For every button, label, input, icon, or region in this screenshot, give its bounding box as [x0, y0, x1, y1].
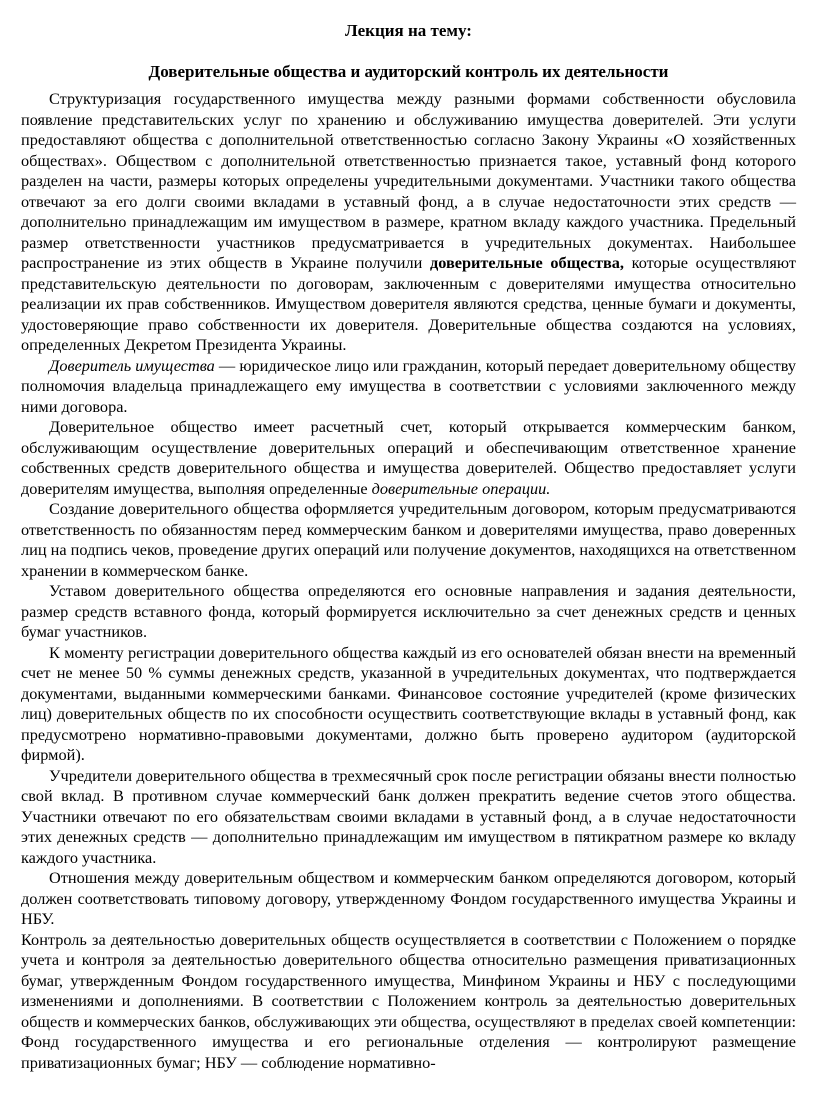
paragraph: [21, 643, 796, 766]
text-run: Структуризация государственного имущества между разными формами собственности обусловила появление представительских услуг по хранению и обслуживанию имущества доверителей. Эти услуги предоставляют общества с дополнительной ответственностью согласно Закону Украины «О хозяйственных обществах». Обществом с дополнительной ответственностью признается такое, уставный фонд которого разделен на части, размеры которых определены учредительными документами. Участники такого общества отвечают за его долги своими вкладами в уставный фонд, а в случае недостаточности этих средств — дополнительно принадлежащим им имуществом в размере, кратном вкладу каждого участника. Предельный размер ответственности участников предусматривается в учредительных документах. Наибольшее распространение из этих обществ в Украине получили: [21, 89, 796, 272]
text-run: — юридическое лицо или гражданин, который передает доверительному обществу полномочия владельца принадлежащего ему имущества в соответствии с условиями заключенного между ними договора.: [21, 355, 796, 416]
text-run: К моменту регистрации доверительного общества каждый из его основателей обязан внести на временный счет не менее 50 % суммы денежных средств, указанной в учредительных документах, что подтверждается документами, выданными коммерческими банками. Финансовое состояние учредителей (кроме физических лиц) доверительных обществ по их способности осуществить соответствующие вклады в уставный фонд, как предусмотрено нормативно-правовыми документами, должно быть проверено аудитором (аудиторской фирмой).: [21, 642, 796, 764]
paragraph: [21, 417, 796, 499]
paragraph: [21, 930, 796, 1074]
paragraph: [21, 868, 796, 930]
text-run-italic: Доверитель имущества: [49, 355, 215, 375]
text-run: Контроль за деятельностью доверительных обществ осуществляется в соответствии с Положением о порядке учета и контроля за деятельностью доверительного общества относительно размещения приватизационных бумаг, утвержденным Фондом государственного имущества, Минфином Украины и НБУ с последующими изменениями и дополнениями. В соответствии с Положением контроль за деятельностью доверительных обществ и коммерческих банков, обслуживающих эти общества, осуществляют в пределах своей компетенции: Фонд государственного имущества и его региональные отделения — контролируют размещение приватизационных бумаг; НБУ — соблюдение нормативно-: [21, 929, 796, 1072]
paragraph: [21, 356, 796, 418]
paragraph: [21, 581, 796, 643]
document-body: [21, 89, 796, 1073]
paragraph: [21, 89, 796, 356]
text-run-italic: доверительные операции.: [371, 478, 551, 498]
text-run: Доверительное общество имеет расчетный счет, который открывается коммерческим банком, обслуживающим осуществление доверительных операций и обеспечивающим ответственное хранение собственных средств доверительного общества и имущества доверителей. Общество предоставляет услуги доверителям имущества, выполняя определенные: [21, 417, 796, 498]
document-subtitle: Доверительные общества и аудиторский контроль их деятельности: [148, 62, 669, 81]
paragraph: [21, 766, 796, 869]
text-run-bold: доверительные общества,: [429, 253, 625, 272]
paragraph: [21, 499, 796, 581]
text-run: Отношения между доверительным обществом и коммерческим банком определяются договором, который должен соответствовать типовому договору, утвержденному Фондом государственного имущества Украины и НБУ.: [21, 868, 796, 928]
document-title: Лекция на тему:: [345, 21, 472, 40]
text-run: Уставом доверительного общества определяются его основные направления и задания деятельности, размер средств вставного фонда, который формируется исключительно за счет денежных средств и ценных бумаг участников.: [21, 581, 796, 641]
text-run: которые осуществляют представительскую деятельности по договорам, заключенным с доверителями имущества относительно реализации их прав собственников. Имуществом доверителя являются средства, ценные бумаги и документы, удостоверяющие право собственности их доверителя. Доверительные общества создаются на условиях, определенных Декретом Президента Украины.: [21, 253, 796, 354]
text-run: Создание доверительного общества оформляется учредительным договором, которым предусматриваются ответственность по обязанностям перед коммерческим банком и доверителями имущества, право доверенных лиц на подпись чеков, проведение других операций или получение документов, находящихся на ответственном хранении в коммерческом банке.: [21, 499, 796, 580]
text-run: Учредители доверительного общества в трехмесячный срок после регистрации обязаны внести полностью свой вклад. В противном случае коммерческий банк должен прекратить ведение счетов этого общества. Участники отвечают по его обязательствам своими вкладами в уставный фонд, а в случае недостаточности этих денежных средств — дополнительно принадлежащим им имуществом в пятикратном размере ко вкладу каждого участника.: [21, 765, 796, 867]
